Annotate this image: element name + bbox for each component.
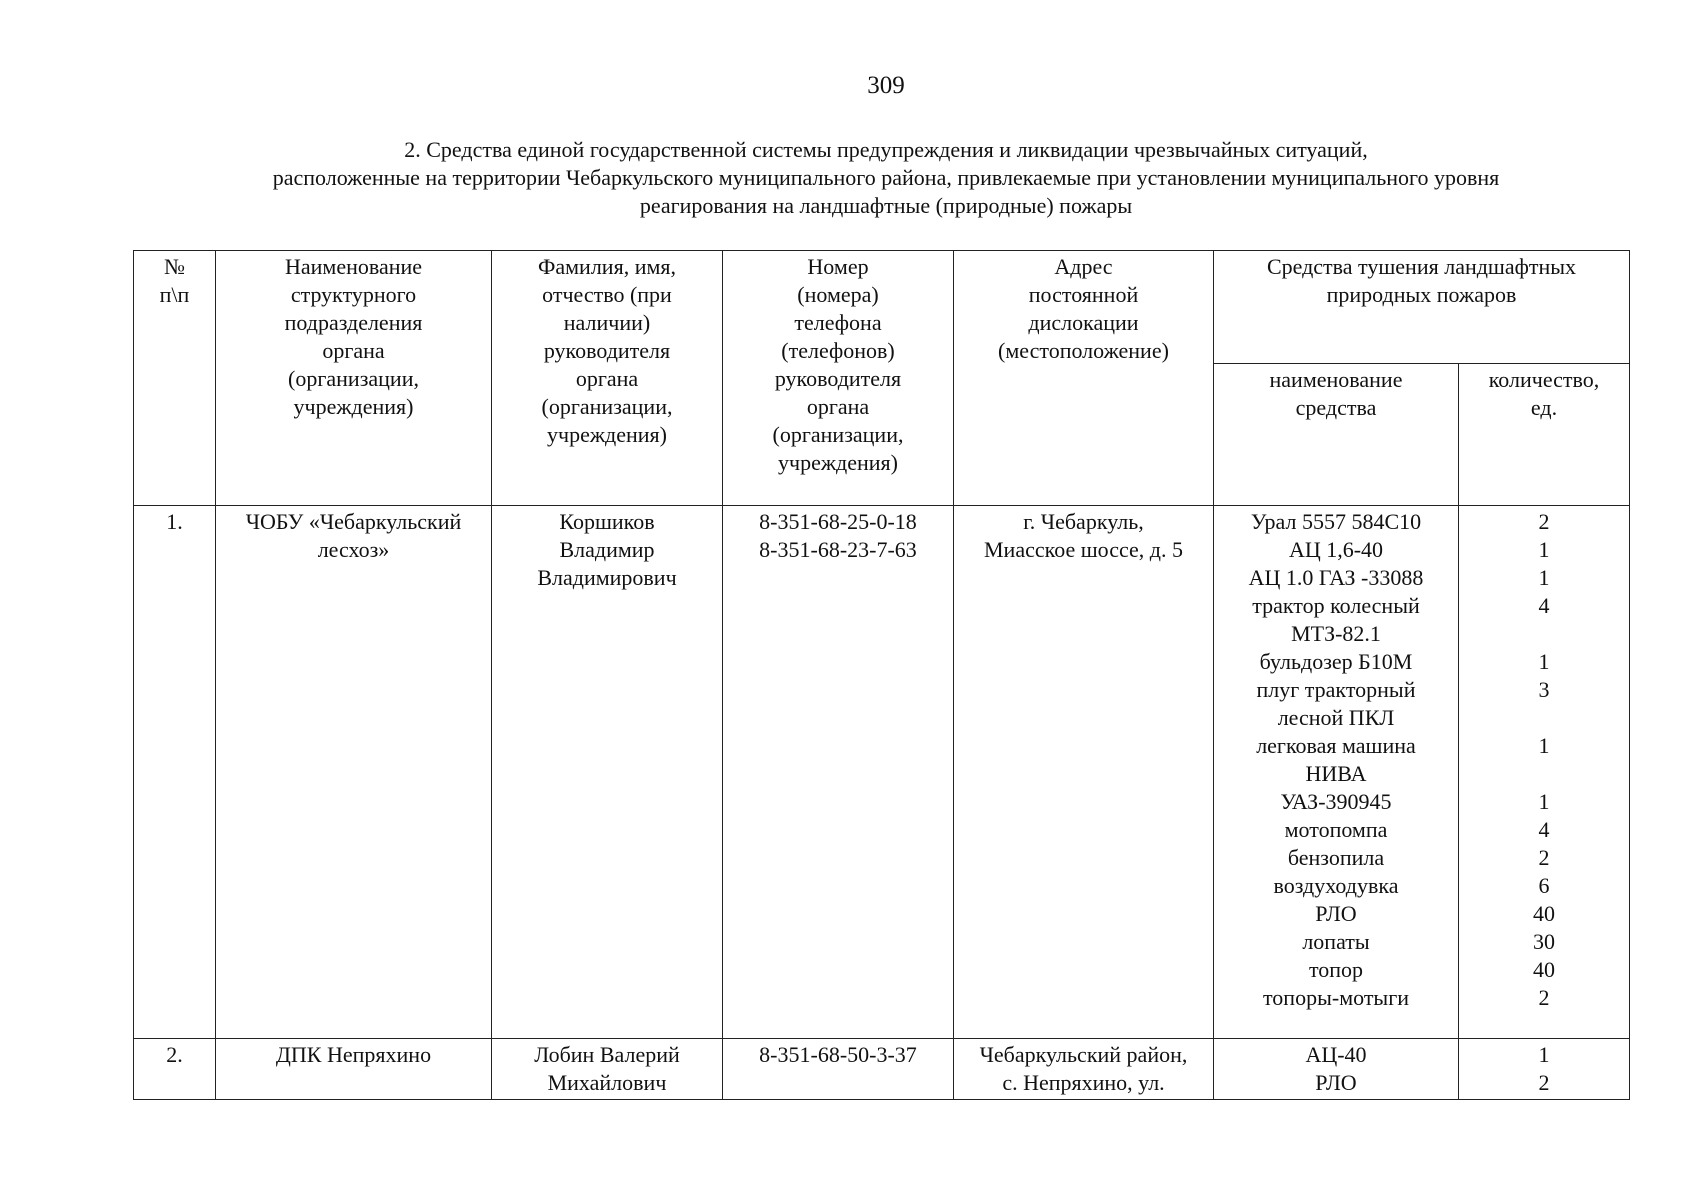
header-line: (местоположение) [998,338,1169,363]
title-line: 2. Средства единой государственной системы предупреждения и ликвидации чрезвычайных ситуаций, [404,137,1368,162]
equipment-qty-spacer [1465,704,1623,732]
equipment-name: бензопила [1287,845,1385,870]
cell-line: Михайлович [547,1070,667,1095]
header-line: Номер [807,254,869,279]
equipment-qty: 1 [1538,537,1550,562]
cell-line: Владимир [559,537,655,562]
equipment-qty: 40 [1533,901,1555,926]
cell-line: Владимирович [537,565,677,590]
equipment-qty: 2 [1538,1070,1550,1095]
equipment-name: НИВА [1305,761,1367,786]
header-line: Фамилия, имя, [537,254,677,279]
header-line: Адрес [1054,254,1113,279]
equipment-name: РЛО [1315,1070,1357,1095]
equipment-qty: 1 [1538,789,1550,814]
header-line: количество, [1488,367,1600,392]
cell-line: Миасское шоссе, д. 5 [984,537,1183,562]
equipment-qty: 2 [1538,985,1550,1010]
resources-table [133,250,1630,1100]
row-num: 2. [134,1039,216,1100]
equipment-qty: 40 [1533,957,1555,982]
cell-line: лесхоз» [317,537,390,562]
header-line: руководителя [774,366,902,391]
equipment-name: АЦ 1.0 ГАЗ -33088 [1248,565,1424,590]
header-means-qty [1459,364,1630,506]
equipment-qty: 6 [1538,873,1550,898]
header-head [492,251,723,506]
header-line: учреждения) [778,450,898,475]
cell-line: Чебаркульский район, [979,1042,1188,1067]
header-line: Средства тушения ландшафтных [1266,254,1577,279]
equipment-qty: 4 [1538,593,1550,618]
row-org [216,506,492,1039]
row-equipment-names [1214,1039,1459,1100]
equipment-name: бульдозер Б10М [1259,649,1413,674]
header-line: природных пожаров [1326,282,1517,307]
cell-line: 8-351-68-25-0-18 [759,509,917,534]
header-line: учреждения) [547,422,667,447]
header-line: (организации, [288,366,419,391]
equipment-name: топор [1308,957,1364,982]
header-org [216,251,492,506]
header-phone [723,251,954,506]
header-row [134,251,1630,364]
row-org [216,1039,492,1100]
table-row [134,506,1630,1039]
header-line: подразделения [284,310,423,335]
equipment-name: АЦ-40 [1305,1042,1367,1067]
equipment-qty: 1 [1538,733,1550,758]
equipment-qty: 1 [1538,565,1550,590]
title-line: реагирования на ландшафтные (природные) пожары [639,193,1133,218]
table-row [134,1039,1630,1100]
header-line: отчество (при [542,282,672,307]
header-line: органа [575,366,639,391]
header-line: органа [806,394,870,419]
equipment-name: трактор колесный [1252,593,1420,618]
row-head [492,506,723,1039]
row-num: 1. [134,506,216,1039]
header-num [134,251,216,506]
header-line: руководителя [543,338,671,363]
cell-line: 8-351-68-50-3-37 [759,1042,917,1067]
equipment-qty: 2 [1538,509,1550,534]
equipment-name: УАЗ-390945 [1280,789,1392,814]
title-line: расположенные на территории Чебаркульского муниципального района, привлекаемые при установлении муниципального уровня [272,165,1500,190]
header-line: (организации, [541,394,673,419]
equipment-qty: 3 [1538,677,1550,702]
header-line: органа [322,338,385,363]
equipment-qty: 4 [1538,817,1550,842]
equipment-name: воздуходувка [1273,873,1399,898]
page-number: 309 [867,72,905,99]
equipment-qty-spacer [1465,760,1623,788]
row-equipment-names [1214,506,1459,1039]
equipment-name: АЦ 1,6-40 [1288,537,1384,562]
equipment-name: РЛО [1315,901,1357,926]
header-line: постоянной [1028,282,1139,307]
header-line: дислокации [1028,310,1139,335]
equipment-name: МТЗ-82.1 [1291,621,1381,646]
equipment-name: Урал 5557 584С10 [1250,509,1422,534]
row-phone [723,506,954,1039]
cell-line: Коршиков [559,509,655,534]
equipment-name: легковая машина [1256,733,1416,758]
header-line: средства [1295,395,1377,420]
header-line: п\п [159,282,190,307]
equipment-qty: 2 [1538,845,1550,870]
header-line: телефона [794,310,882,335]
equipment-name: лесной ПКЛ [1277,705,1395,730]
equipment-qty-spacer [1465,620,1623,648]
header-line: наименование [1269,367,1403,392]
cell-line: 8-351-68-23-7-63 [759,537,917,562]
row-address [954,1039,1214,1100]
equipment-name: плуг тракторный [1256,677,1416,702]
equipment-qty: 30 [1533,929,1555,954]
cell-line: ЧОБУ «Чебаркульский [245,509,462,534]
equipment-name: лопаты [1302,929,1370,954]
equipment-qty: 1 [1538,649,1550,674]
row-equipment-qty [1459,506,1630,1039]
header-line: учреждения) [293,394,414,419]
row-head [492,1039,723,1100]
section-title [150,136,1622,220]
header-line: наличии) [563,310,651,335]
header-line: структурного [290,282,417,307]
row-equipment-qty [1459,1039,1630,1100]
header-address [954,251,1214,506]
equipment-name: топоры-мотыги [1262,985,1410,1010]
equipment-qty: 1 [1538,1042,1550,1067]
header-line: № [164,254,185,279]
cell-line: Лобин Валерий [534,1042,680,1067]
row-address [954,506,1214,1039]
header-line: (номера) [797,282,879,307]
header-line: ед. [1530,395,1558,420]
header-means-name [1214,364,1459,506]
header-line: (телефонов) [781,338,895,363]
equipment-name: мотопомпа [1284,817,1388,842]
cell-line: с. Непряхино, ул. [1002,1070,1165,1095]
header-means [1214,251,1630,364]
cell-line: г. Чебаркуль, [1023,509,1144,534]
header-line: (организации, [772,422,904,447]
cell-line: ДПК Непряхино [275,1042,432,1067]
row-phone [723,1039,954,1100]
header-line: Наименование [284,254,423,279]
